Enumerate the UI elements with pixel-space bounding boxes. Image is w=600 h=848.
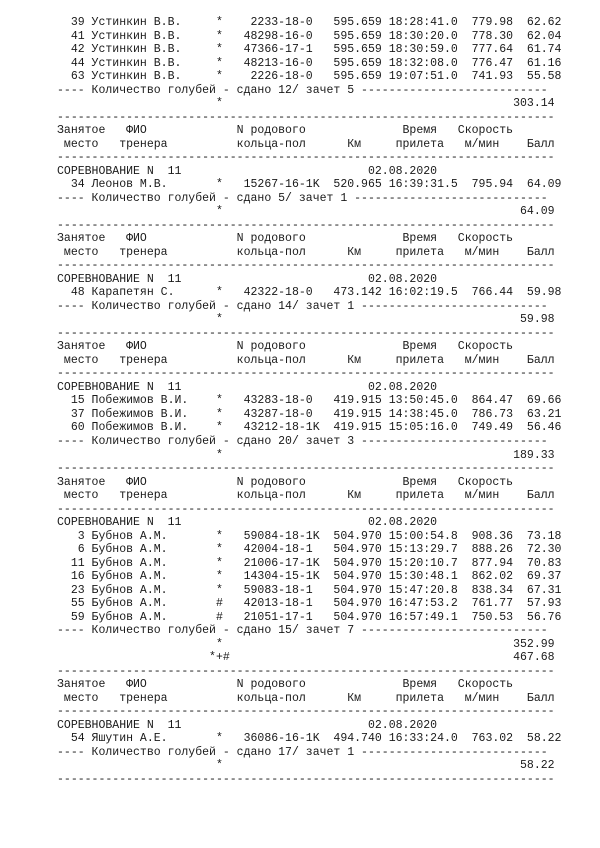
result-row: 37 Побежимов В.И. * 43287-18-0 419.915 14:38:45.0 786.73 63.21 bbox=[57, 407, 562, 421]
competition-line: СОРЕВНОВАНИЕ N 11 02.08.2020 bbox=[57, 718, 438, 732]
column-header-line: Занятое ФИО N родового Время Скорость bbox=[57, 124, 514, 138]
result-row: 63 Устинкин В.В. * 2226-18-0 595.659 19:07:51.0 741.93 55.58 bbox=[57, 70, 562, 84]
score-total-line: * 59.98 bbox=[57, 313, 555, 327]
competition-line: СОРЕВНОВАНИЕ N 11 02.08.2020 bbox=[57, 380, 438, 394]
result-row: 39 Устинкин В.В. * 2233-18-0 595.659 18:28:41.0 779.98 62.62 bbox=[57, 16, 562, 29]
separator-line: ------------------------------------------------------------------------ bbox=[57, 259, 555, 273]
result-row: 11 Бубнов А.М. * 21006-17-1K 504.970 15:20:10.7 877.94 70.83 bbox=[57, 556, 562, 570]
result-row: 15 Побежимов В.И. * 43283-18-0 419.915 13:50:45.0 864.47 69.66 bbox=[57, 394, 562, 408]
result-row: 6 Бубнов А.М. * 42004-18-1 504.970 15:13:29.7 888.26 72.30 bbox=[57, 543, 562, 557]
separator-line: ------------------------------------------------------------------------ bbox=[57, 772, 555, 786]
separator-line: ------------------------------------------------------------------------ bbox=[57, 326, 555, 340]
column-header-line: Занятое ФИО N родового Время Скорость bbox=[57, 678, 514, 692]
result-row: 34 Леонов М.В. * 15267-16-1K 520.965 16:39:31.5 795.94 64.09 bbox=[57, 178, 562, 192]
separator-line: ------------------------------------------------------------------------ bbox=[57, 151, 555, 165]
column-subheader-line: место тренера кольца-пол Км прилета м/мин Балл bbox=[57, 691, 555, 705]
column-header-line: Занятое ФИО N родового Время Скорость bbox=[57, 475, 514, 489]
column-subheader-line: место тренера кольца-пол Км прилета м/мин Балл bbox=[57, 245, 555, 259]
count-summary-line: ---- Количество голубей - сдано 12/ зачет 5 --------------------------- bbox=[57, 83, 548, 97]
result-row: 59 Бубнов А.М. # 21051-17-1 504.970 16:57:49.1 750.53 56.76 bbox=[57, 610, 562, 624]
column-header-line: Занятое ФИО N родового Время Скорость bbox=[57, 340, 514, 354]
separator-line: ------------------------------------------------------------------------ bbox=[57, 664, 555, 678]
column-subheader-line: место тренера кольца-пол Км прилета м/мин Балл bbox=[57, 137, 555, 151]
result-row: 16 Бубнов А.М. * 14304-15-1K 504.970 15:30:48.1 862.02 69.37 bbox=[57, 570, 562, 584]
result-row: 54 Яшутин А.Е. * 36086-16-1K 494.740 16:33:24.0 763.02 58.22 bbox=[57, 732, 562, 746]
column-header-line: Занятое ФИО N родового Время Скорость bbox=[57, 232, 514, 246]
competition-line: СОРЕВНОВАНИЕ N 11 02.08.2020 bbox=[57, 272, 438, 286]
count-summary-line: ---- Количество голубей - сдано 5/ зачет 1 ---------------------------- bbox=[57, 191, 548, 205]
result-row: 41 Устинкин В.В. * 48298-16-0 595.659 18:30:20.0 778.30 62.04 bbox=[57, 29, 562, 43]
score-total-line: * 58.22 bbox=[57, 759, 555, 773]
separator-line: ------------------------------------------------------------------------ bbox=[57, 462, 555, 476]
results-printout bbox=[0, 16, 600, 786]
score-total-line: * 303.14 bbox=[57, 97, 555, 111]
score-total-line: * 352.99 bbox=[57, 637, 555, 651]
score-total-line: * 64.09 bbox=[57, 205, 555, 219]
score-total-line: * 189.33 bbox=[57, 448, 555, 462]
separator-line: ------------------------------------------------------------------------ bbox=[57, 110, 555, 124]
result-row: 55 Бубнов А.М. # 42013-18-1 504.970 16:47:53.2 761.77 57.93 bbox=[57, 597, 562, 611]
count-summary-line: ---- Количество голубей - сдано 17/ зачет 1 --------------------------- bbox=[57, 745, 548, 759]
column-subheader-line: место тренера кольца-пол Км прилета м/мин Балл bbox=[57, 489, 555, 503]
score-total-line: *+# 467.68 bbox=[57, 651, 555, 665]
separator-line: ------------------------------------------------------------------------ bbox=[57, 218, 555, 232]
separator-line: ------------------------------------------------------------------------ bbox=[57, 367, 555, 381]
result-row: 60 Побежимов В.И. * 43212-18-1K 419.915 15:05:16.0 749.49 56.46 bbox=[57, 421, 562, 435]
competition-line: СОРЕВНОВАНИЕ N 11 02.08.2020 bbox=[57, 164, 438, 178]
separator-line: ------------------------------------------------------------------------ bbox=[57, 705, 555, 719]
separator-line: ------------------------------------------------------------------------ bbox=[57, 502, 555, 516]
result-row: 44 Устинкин В.В. * 48213-16-0 595.659 18:32:08.0 776.47 61.16 bbox=[57, 56, 562, 70]
count-summary-line: ---- Количество голубей - сдано 14/ зачет 1 --------------------------- bbox=[57, 299, 548, 313]
result-row: 23 Бубнов А.М. * 59083-18-1 504.970 15:47:20.8 838.34 67.31 bbox=[57, 583, 562, 597]
competition-line: СОРЕВНОВАНИЕ N 11 02.08.2020 bbox=[57, 516, 438, 530]
column-subheader-line: место тренера кольца-пол Км прилета м/мин Балл bbox=[57, 353, 555, 367]
count-summary-line: ---- Количество голубей - сдано 20/ зачет 3 --------------------------- bbox=[57, 434, 548, 448]
result-row: 48 Карапетян С. * 42322-18-0 473.142 16:02:19.5 766.44 59.98 bbox=[57, 286, 562, 300]
result-row: 42 Устинкин В.В. * 47366-17-1 595.659 18:30:59.0 777.64 61.74 bbox=[57, 43, 562, 57]
count-summary-line: ---- Количество голубей - сдано 15/ зачет 7 --------------------------- bbox=[57, 624, 548, 638]
result-row: 3 Бубнов А.М. * 59084-18-1K 504.970 15:00:54.8 908.36 73.18 bbox=[57, 529, 562, 543]
